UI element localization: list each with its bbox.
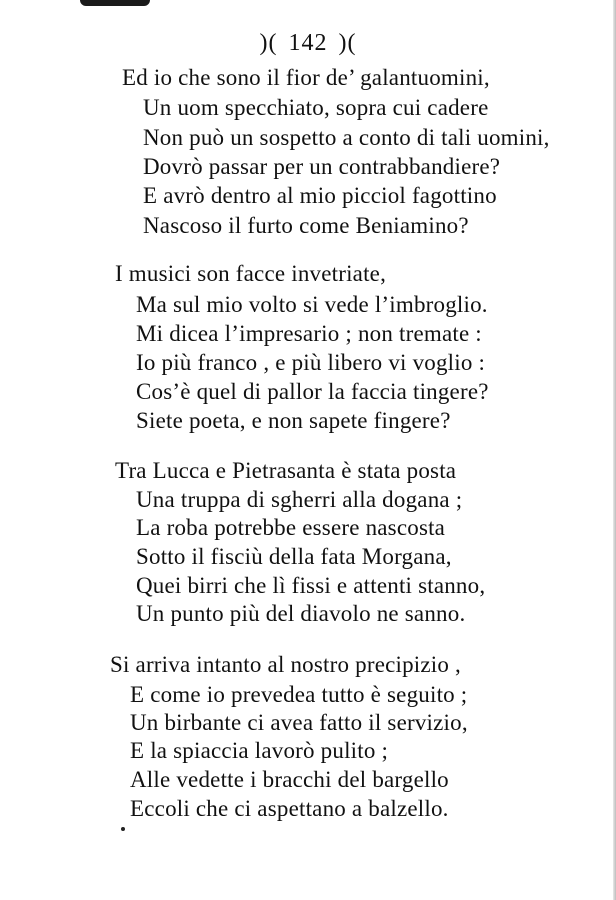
verse-line: La roba potrebbe essere nascosta bbox=[136, 515, 446, 540]
page-number-value: 142 bbox=[288, 30, 328, 56]
ink-speck bbox=[121, 827, 125, 831]
verse-line: E come io prevedea tutto è seguito ; bbox=[130, 682, 468, 707]
page-edge-shadow bbox=[80, 0, 150, 6]
verse-line: Tra Lucca e Pietrasanta è stata posta bbox=[115, 458, 457, 483]
verse-line: E la spiaccia lavorò pulito ; bbox=[130, 738, 389, 763]
verse-line: Un punto più del diavolo ne sanno. bbox=[136, 601, 466, 626]
verse-line: Eccoli che ci aspettano a balzello. bbox=[130, 796, 449, 821]
verse-line: Ed io che sono il fior de’ galantuomini, bbox=[122, 65, 490, 90]
verse-line: Alle vedette i bracchi del bargello bbox=[130, 767, 449, 792]
verse-line: Non può un sospetto a conto di tali uomini, bbox=[143, 125, 550, 150]
page-number-left-ornament: )( bbox=[259, 30, 278, 56]
verse-line: Sotto il fisciù della fata Morgana, bbox=[136, 544, 452, 569]
verse-line: Un birbante ci avea fatto il servizio, bbox=[130, 710, 468, 735]
verse-line: I musici son facce invetriate, bbox=[115, 261, 387, 286]
verse-line: Quei birri che lì fissi e attenti stanno, bbox=[136, 573, 486, 598]
verse-line: Un uom specchiato, sopra cui cadere bbox=[143, 95, 489, 120]
verse-line: Io più franco , e più libero vi voglio : bbox=[136, 350, 486, 375]
verse-line: Mi dicea l’impresario ; non tremate : bbox=[136, 321, 482, 346]
verse-line: Nascoso il furto come Beniamino? bbox=[143, 213, 469, 238]
verse-line: Si arriva intanto al nostro precipizio , bbox=[110, 652, 461, 677]
verse-line: Ma sul mio volto si vede l’imbroglio. bbox=[136, 292, 488, 317]
verse-line: Dovrò passar per un contrabbandiere? bbox=[143, 154, 501, 179]
verse-line: Cos’è quel di pallor la faccia tingere? bbox=[136, 379, 489, 404]
verse-line: E avrò dentro al mio picciol fagottino bbox=[143, 183, 497, 208]
page-number-right-ornament: )( bbox=[338, 30, 357, 56]
verse-line: Siete poeta, e non sapete fingere? bbox=[136, 408, 451, 433]
page-number bbox=[0, 30, 616, 57]
verse-line: Una truppa di sgherri alla dogana ; bbox=[136, 487, 463, 512]
